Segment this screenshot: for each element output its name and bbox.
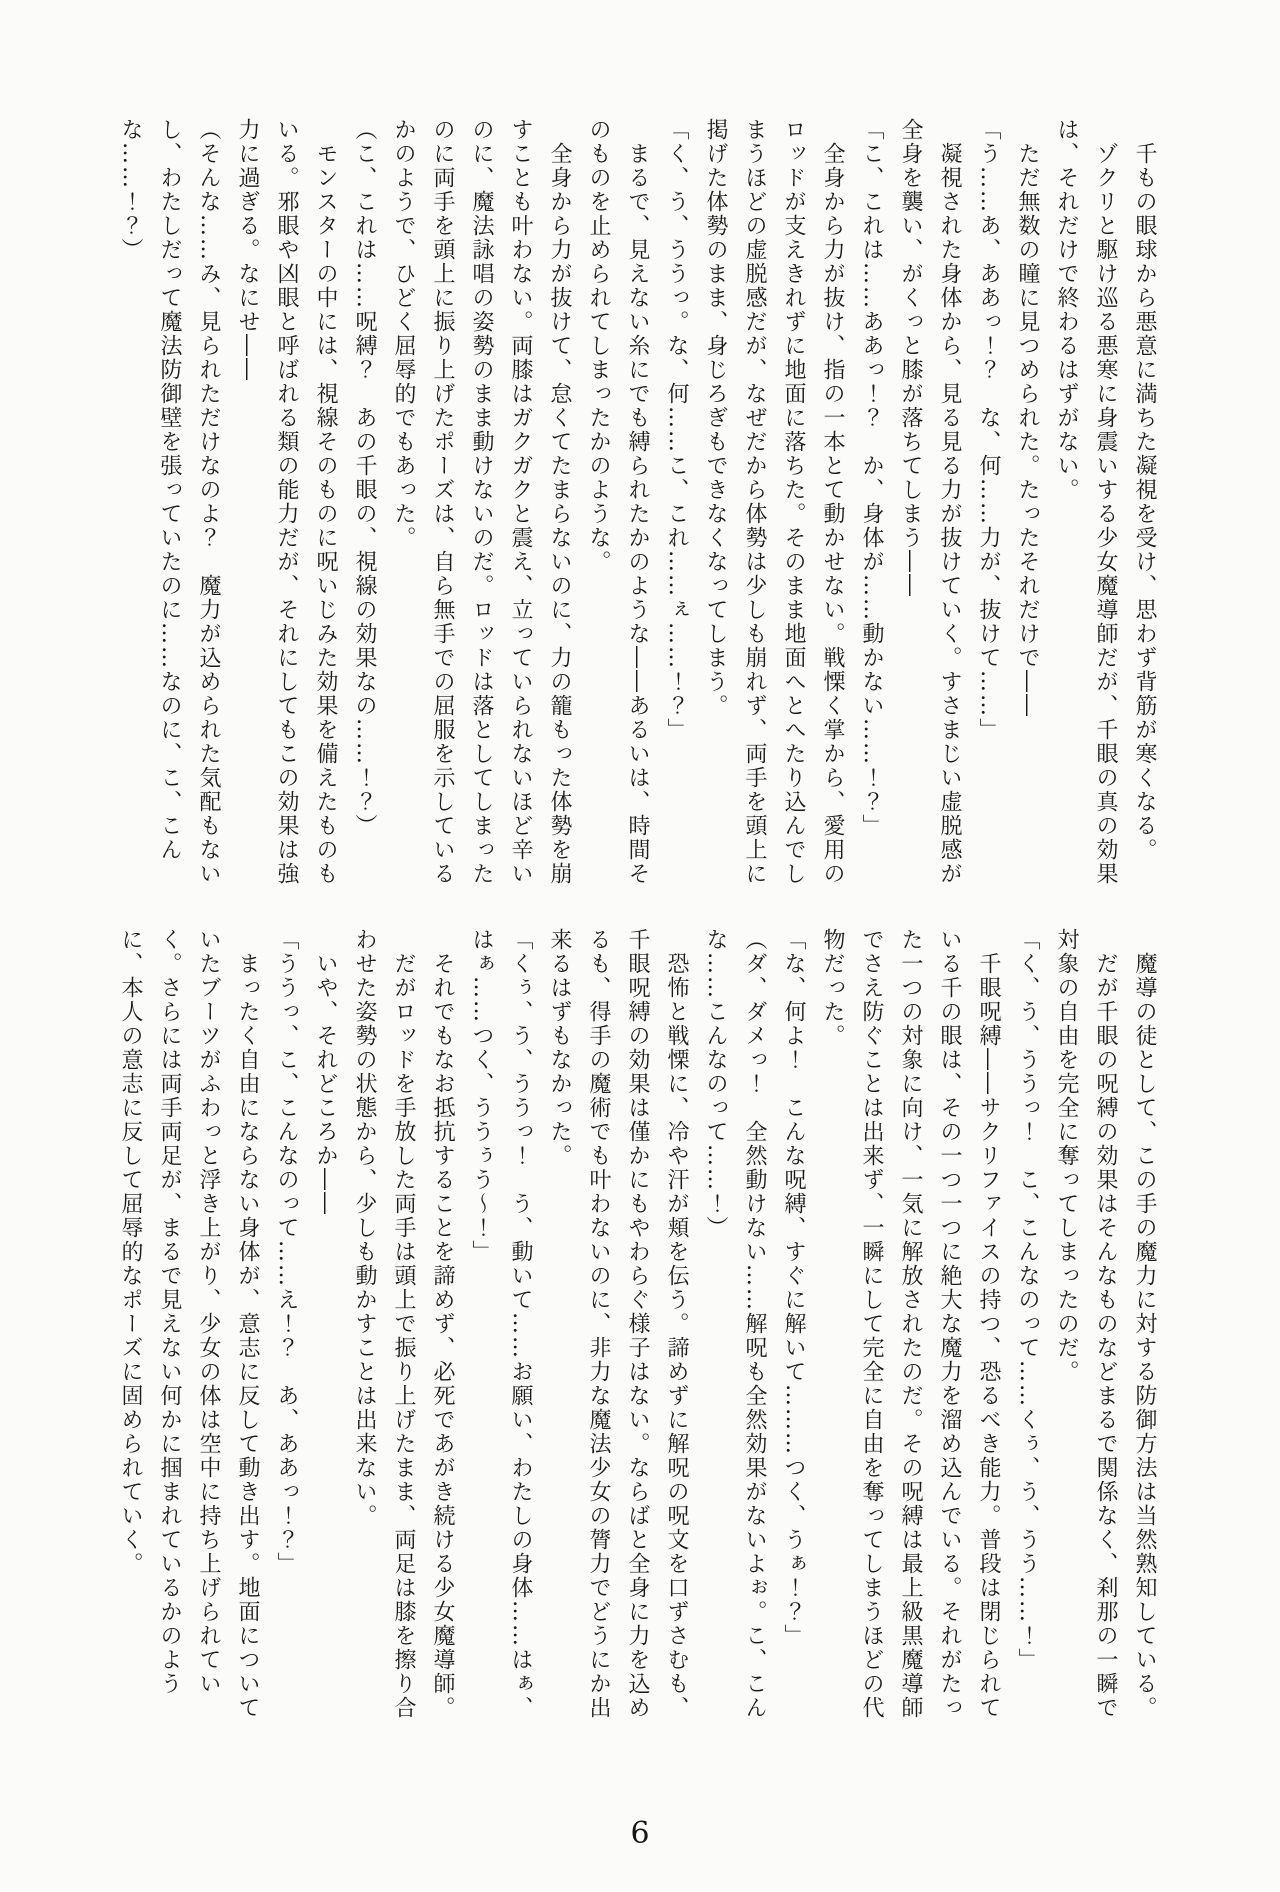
- paragraph: 凝視された身体から、見る見る力が抜けていく。すさまじい虚脱感が全身を襲い、がくっと膝が落ちてしまう――: [898, 118, 962, 886]
- top-text-block: [100, 118, 1164, 893]
- page-number: 6: [630, 1816, 650, 1851]
- thought-line: （そんな……み、見られただけなのよ？ 魔力が込められた気配もないし、わたしだって魔法防御壁を張っていたのに……なのに、こ、こんな……！？）: [118, 118, 221, 886]
- paragraph: 千眼呪縛――サクリファイスの持つ、恐るべき能力。普段は閉じられている千の眼は、その一つ一つに絶大な魔力を溜め込んでいる。それがたった一つの対象に向け、一気に解放されたのだ。その呪縛は最上級黒魔導師でさえ防ぐことは出来ず、一瞬にして完全に自由を奪ってしまうほどの代物だった。: [820, 928, 1001, 1720]
- paragraph: だが千眼の呪縛の効果はそんなものなどまるで関係なく、刹那の一瞬で対象の自由を完全に奪ってしまったのだ。: [1054, 928, 1118, 1720]
- dialogue-line: 「こ、これは……ああっ！？ か、身体が……動かない……！？」: [859, 118, 884, 838]
- paragraph: ゾクリと駆け巡る悪寒に身震いする少女魔導師だが、千眼の真の効果は、それだけで終わるはずがない。: [1054, 118, 1118, 886]
- dialogue-line: 「く、う、ううっ。な、何……こ、これ……ぇ……！？」: [664, 118, 689, 742]
- paragraph: だがロッドを手放した両手は頭上で振り上げたまま、両足は膝を擦り合わせた姿勢の状態から、少しも動かすことは出来ない。: [352, 928, 416, 1720]
- paragraph: 恐怖と戦慄に、冷や汗が頬を伝う。諦めずに解呪の呪文を口ずさむも、千眼呪縛の効果は僅かにもやわらぐ様子はない。ならばと全身に力を込めるも、得手の魔術でも叶わないのに、非力な魔法少女の膂力でどうにか出来るはずもなかった。: [547, 928, 689, 1720]
- dialogue-line: 「くぅ、う、ううっ！ う、動いて……お願い、わたしの身体……はぁ、はぁ……つく、ううぅう〜！」: [469, 928, 533, 1720]
- dialogue-line: 「く、う、ううっ！ こ、こんなのって……くぅ、う、うう……！」: [1015, 928, 1040, 1672]
- dialogue-line: 「な、何よ！ こんな呪縛、すぐに解いて………つく、うぁ！？」: [781, 928, 806, 1648]
- paragraph: 千もの眼球から悪意に満ちた凝視を受け、思わず背筋が寒くなる。: [1132, 118, 1157, 862]
- paragraph: まるで、見えない糸にでも縛られたかのような――あるいは、時間そのものを止められてしまったかのような。: [586, 118, 650, 886]
- thought-line: （ダ、ダメっ！ 全然動けない……解呪も全然効果がないよぉ。こ、こんな……こんなのって……！）: [703, 928, 767, 1720]
- paragraph: モンスターの中には、視線そのものに呪いじみた効果を備えたものもいる。邪眼や凶眼と呼ばれる類の能力だが、それにしてもこの効果は強力に過ぎる。なにせ――: [235, 118, 338, 886]
- dialogue-line: 「う……あ、ああっ！？ な、何……力が、抜けて……」: [976, 118, 1001, 742]
- paragraph: 全身から力が抜け、指の一本とて動かせない。戦慄く掌から、愛用のロッドが支えきれずに地面に落ちた。そのまま地面へとへたり込んでしまうほどの虚脱感だが、なぜだから体勢は少しも崩れず、両手を頭上に掲げた体勢のまま、身じろぎもできなくなってしまう。: [703, 118, 845, 886]
- paragraph: ただ無数の瞳に見つめられた。たったそれだけで――: [1015, 118, 1040, 718]
- paragraph: いや、それどころか――: [313, 928, 338, 1216]
- paragraph: 全身から力が抜けて、怠くてたまらないのに、力の籠もった体勢を崩すことも叶わない。両膝はガクガクと震え、立っていられないほど辛いのに、魔法詠唱の姿勢のまま動けないのだ。ロッドは落としてしまったのに両手を頭上に振り上げたポーズは、自ら無手での屈服を示しているかのようで、ひどく屈辱的でもあった。: [391, 118, 572, 886]
- paragraph: 魔導の徒として、この手の魔力に対する防御方法は当然熟知している。: [1132, 928, 1157, 1720]
- bottom-text-block: [100, 928, 1164, 1728]
- paragraph: まったく自由にならない身体が、意志に反して動き出す。地面についていたブーツがふわっと浮き上がり、少女の体は空中に持ち上げられていく。さらには両手両足が、まるで見えない何かに掴まれているかのように、本人の意志に反して屈辱的なポーズに固められていく。: [118, 928, 260, 1720]
- thought-line: （こ、これは……呪縛？ あの千眼の、視線の効果なの……！？）: [352, 118, 377, 838]
- paragraph: それでもなお抵抗することを諦めず、必死であがき続ける少女魔導師。: [430, 928, 455, 1720]
- dialogue-line: 「ううっ、こ、こんなのって……え！？ あ、ああっ！？」: [274, 928, 299, 1576]
